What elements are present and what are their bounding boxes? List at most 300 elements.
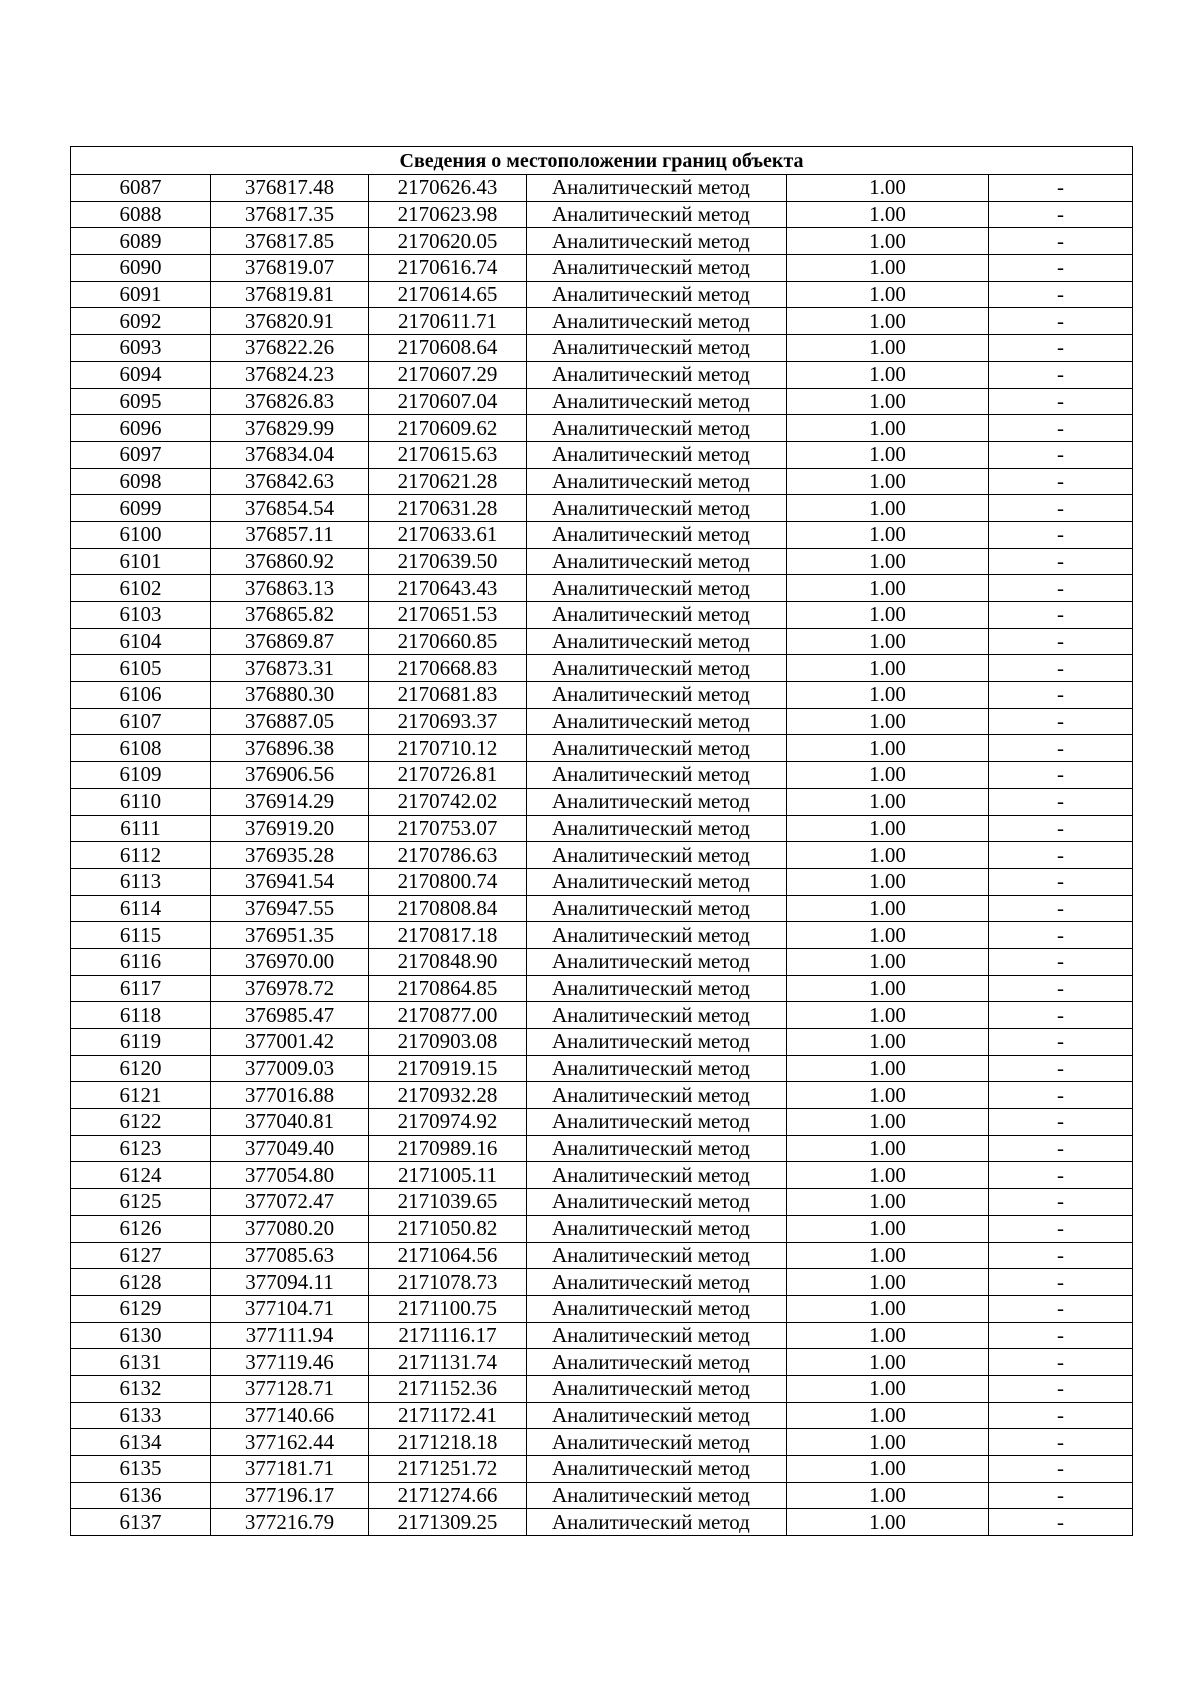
x-coordinate-cell: 376935.28: [211, 842, 369, 869]
point-number-cell: 6107: [71, 708, 211, 735]
x-coordinate-cell: 376824.23: [211, 361, 369, 388]
description-cell: -: [989, 201, 1133, 228]
y-coordinate-cell: 2171078.73: [369, 1269, 527, 1296]
description-cell: -: [989, 361, 1133, 388]
table-row: [71, 735, 1133, 762]
method-cell: Аналитический метод: [527, 361, 787, 388]
x-coordinate-cell: 377104.71: [211, 1295, 369, 1322]
method-cell: Аналитический метод: [527, 708, 787, 735]
y-coordinate-cell: 2170848.90: [369, 948, 527, 975]
y-coordinate-cell: 2170681.83: [369, 682, 527, 709]
table-row: [71, 762, 1133, 789]
table-row: [71, 1189, 1133, 1216]
y-coordinate-cell: 2170864.85: [369, 975, 527, 1002]
table-row: [71, 335, 1133, 362]
accuracy-cell: 1.00: [787, 1055, 989, 1082]
accuracy-cell: 1.00: [787, 1375, 989, 1402]
method-cell: Аналитический метод: [527, 1055, 787, 1082]
table-row: [71, 521, 1133, 548]
description-cell: -: [989, 415, 1133, 442]
x-coordinate-cell: 376978.72: [211, 975, 369, 1002]
accuracy-cell: 1.00: [787, 655, 989, 682]
description-cell: -: [989, 441, 1133, 468]
table-title: Сведения о местоположении границ объекта: [71, 147, 1133, 175]
point-number-cell: 6090: [71, 255, 211, 282]
method-cell: Аналитический метод: [527, 308, 787, 335]
table-row: [71, 575, 1133, 602]
accuracy-cell: 1.00: [787, 281, 989, 308]
y-coordinate-cell: 2171050.82: [369, 1215, 527, 1242]
description-cell: -: [989, 468, 1133, 495]
description-cell: -: [989, 255, 1133, 282]
table-row: [71, 602, 1133, 629]
x-coordinate-cell: 376865.82: [211, 602, 369, 629]
method-cell: Аналитический метод: [527, 1269, 787, 1296]
x-coordinate-cell: 376919.20: [211, 815, 369, 842]
y-coordinate-cell: 2170615.63: [369, 441, 527, 468]
point-number-cell: 6096: [71, 415, 211, 442]
point-number-cell: 6098: [71, 468, 211, 495]
accuracy-cell: 1.00: [787, 682, 989, 709]
point-number-cell: 6119: [71, 1029, 211, 1056]
accuracy-cell: 1.00: [787, 842, 989, 869]
description-cell: -: [989, 708, 1133, 735]
point-number-cell: 6109: [71, 762, 211, 789]
accuracy-cell: 1.00: [787, 335, 989, 362]
x-coordinate-cell: 376826.83: [211, 388, 369, 415]
x-coordinate-cell: 376817.35: [211, 201, 369, 228]
method-cell: Аналитический метод: [527, 895, 787, 922]
accuracy-cell: 1.00: [787, 815, 989, 842]
method-cell: Аналитический метод: [527, 388, 787, 415]
table-row: [71, 415, 1133, 442]
method-cell: Аналитический метод: [527, 175, 787, 202]
point-number-cell: 6125: [71, 1189, 211, 1216]
point-number-cell: 6092: [71, 308, 211, 335]
y-coordinate-cell: 2170932.28: [369, 1082, 527, 1109]
description-cell: -: [989, 388, 1133, 415]
y-coordinate-cell: 2171131.74: [369, 1349, 527, 1376]
description-cell: -: [989, 1215, 1133, 1242]
y-coordinate-cell: 2170903.08: [369, 1029, 527, 1056]
point-number-cell: 6135: [71, 1456, 211, 1483]
method-cell: Аналитический метод: [527, 415, 787, 442]
description-cell: -: [989, 228, 1133, 255]
x-coordinate-cell: 376863.13: [211, 575, 369, 602]
x-coordinate-cell: 376947.55: [211, 895, 369, 922]
y-coordinate-cell: 2170614.65: [369, 281, 527, 308]
description-cell: -: [989, 281, 1133, 308]
point-number-cell: 6120: [71, 1055, 211, 1082]
y-coordinate-cell: 2171172.41: [369, 1402, 527, 1429]
accuracy-cell: 1.00: [787, 1322, 989, 1349]
method-cell: Аналитический метод: [527, 948, 787, 975]
description-cell: -: [989, 602, 1133, 629]
description-cell: -: [989, 1002, 1133, 1029]
method-cell: Аналитический метод: [527, 1295, 787, 1322]
x-coordinate-cell: 376842.63: [211, 468, 369, 495]
description-cell: -: [989, 575, 1133, 602]
point-number-cell: 6124: [71, 1162, 211, 1189]
table-row: [71, 682, 1133, 709]
x-coordinate-cell: 376822.26: [211, 335, 369, 362]
y-coordinate-cell: 2171100.75: [369, 1295, 527, 1322]
point-number-cell: 6127: [71, 1242, 211, 1269]
point-number-cell: 6093: [71, 335, 211, 362]
boundary-coordinates-table: [70, 146, 1133, 1536]
table-row: [71, 1002, 1133, 1029]
description-cell: -: [989, 1322, 1133, 1349]
x-coordinate-cell: 377080.20: [211, 1215, 369, 1242]
table-row: [71, 815, 1133, 842]
description-cell: -: [989, 1269, 1133, 1296]
table-row: [71, 228, 1133, 255]
table-row: [71, 255, 1133, 282]
y-coordinate-cell: 2170710.12: [369, 735, 527, 762]
description-cell: -: [989, 495, 1133, 522]
table-row: [71, 948, 1133, 975]
y-coordinate-cell: 2170633.61: [369, 521, 527, 548]
table-row: [71, 628, 1133, 655]
x-coordinate-cell: 376829.99: [211, 415, 369, 442]
description-cell: -: [989, 922, 1133, 949]
method-cell: Аналитический метод: [527, 1135, 787, 1162]
table-row: [71, 1429, 1133, 1456]
y-coordinate-cell: 2170626.43: [369, 175, 527, 202]
accuracy-cell: 1.00: [787, 415, 989, 442]
description-cell: -: [989, 1055, 1133, 1082]
method-cell: Аналитический метод: [527, 281, 787, 308]
description-cell: -: [989, 1029, 1133, 1056]
point-number-cell: 6129: [71, 1295, 211, 1322]
method-cell: Аналитический метод: [527, 468, 787, 495]
point-number-cell: 6103: [71, 602, 211, 629]
method-cell: Аналитический метод: [527, 1429, 787, 1456]
point-number-cell: 6099: [71, 495, 211, 522]
method-cell: Аналитический метод: [527, 201, 787, 228]
y-coordinate-cell: 2171309.25: [369, 1509, 527, 1536]
point-number-cell: 6111: [71, 815, 211, 842]
method-cell: Аналитический метод: [527, 1456, 787, 1483]
accuracy-cell: 1.00: [787, 895, 989, 922]
table-row: [71, 1109, 1133, 1136]
y-coordinate-cell: 2170616.74: [369, 255, 527, 282]
table-row: [71, 895, 1133, 922]
x-coordinate-cell: 376854.54: [211, 495, 369, 522]
table-row: [71, 1482, 1133, 1509]
x-coordinate-cell: 377111.94: [211, 1322, 369, 1349]
y-coordinate-cell: 2170919.15: [369, 1055, 527, 1082]
accuracy-cell: 1.00: [787, 1189, 989, 1216]
y-coordinate-cell: 2171218.18: [369, 1429, 527, 1456]
point-number-cell: 6113: [71, 868, 211, 895]
description-cell: -: [989, 1349, 1133, 1376]
point-number-cell: 6110: [71, 788, 211, 815]
description-cell: -: [989, 1162, 1133, 1189]
description-cell: -: [989, 1189, 1133, 1216]
method-cell: Аналитический метод: [527, 335, 787, 362]
description-cell: -: [989, 548, 1133, 575]
point-number-cell: 6112: [71, 842, 211, 869]
table-row: [71, 708, 1133, 735]
point-number-cell: 6130: [71, 1322, 211, 1349]
description-cell: -: [989, 682, 1133, 709]
method-cell: Аналитический метод: [527, 1002, 787, 1029]
table-row: [71, 1349, 1133, 1376]
description-cell: -: [989, 308, 1133, 335]
point-number-cell: 6137: [71, 1509, 211, 1536]
x-coordinate-cell: 376951.35: [211, 922, 369, 949]
x-coordinate-cell: 376880.30: [211, 682, 369, 709]
point-number-cell: 6089: [71, 228, 211, 255]
point-number-cell: 6114: [71, 895, 211, 922]
accuracy-cell: 1.00: [787, 228, 989, 255]
table-row: [71, 308, 1133, 335]
accuracy-cell: 1.00: [787, 975, 989, 1002]
accuracy-cell: 1.00: [787, 948, 989, 975]
method-cell: Аналитический метод: [527, 1509, 787, 1536]
table-row: [71, 1082, 1133, 1109]
method-cell: Аналитический метод: [527, 521, 787, 548]
method-cell: Аналитический метод: [527, 762, 787, 789]
x-coordinate-cell: 376820.91: [211, 308, 369, 335]
table-row: [71, 495, 1133, 522]
accuracy-cell: 1.00: [787, 1242, 989, 1269]
x-coordinate-cell: 377049.40: [211, 1135, 369, 1162]
table-row: [71, 1162, 1133, 1189]
point-number-cell: 6126: [71, 1215, 211, 1242]
accuracy-cell: 1.00: [787, 1509, 989, 1536]
description-cell: -: [989, 735, 1133, 762]
x-coordinate-cell: 376834.04: [211, 441, 369, 468]
y-coordinate-cell: 2170631.28: [369, 495, 527, 522]
accuracy-cell: 1.00: [787, 388, 989, 415]
accuracy-cell: 1.00: [787, 1162, 989, 1189]
y-coordinate-cell: 2170753.07: [369, 815, 527, 842]
table-row: [71, 1135, 1133, 1162]
point-number-cell: 6088: [71, 201, 211, 228]
description-cell: -: [989, 1082, 1133, 1109]
accuracy-cell: 1.00: [787, 1029, 989, 1056]
table-row: [71, 1029, 1133, 1056]
y-coordinate-cell: 2170623.98: [369, 201, 527, 228]
point-number-cell: 6108: [71, 735, 211, 762]
x-coordinate-cell: 376985.47: [211, 1002, 369, 1029]
description-cell: -: [989, 1242, 1133, 1269]
point-number-cell: 6116: [71, 948, 211, 975]
x-coordinate-cell: 376819.81: [211, 281, 369, 308]
table-row: [71, 842, 1133, 869]
method-cell: Аналитический метод: [527, 1242, 787, 1269]
description-cell: -: [989, 815, 1133, 842]
description-cell: -: [989, 628, 1133, 655]
description-cell: -: [989, 1509, 1133, 1536]
description-cell: -: [989, 175, 1133, 202]
y-coordinate-cell: 2171005.11: [369, 1162, 527, 1189]
y-coordinate-cell: 2170608.64: [369, 335, 527, 362]
table-row: [71, 175, 1133, 202]
table-row: [71, 1215, 1133, 1242]
y-coordinate-cell: 2170989.16: [369, 1135, 527, 1162]
x-coordinate-cell: 377216.79: [211, 1509, 369, 1536]
y-coordinate-cell: 2170817.18: [369, 922, 527, 949]
description-cell: -: [989, 335, 1133, 362]
method-cell: Аналитический метод: [527, 1402, 787, 1429]
description-cell: -: [989, 1402, 1133, 1429]
accuracy-cell: 1.00: [787, 548, 989, 575]
y-coordinate-cell: 2171116.17: [369, 1322, 527, 1349]
x-coordinate-cell: 376869.87: [211, 628, 369, 655]
point-number-cell: 6117: [71, 975, 211, 1002]
description-cell: -: [989, 1482, 1133, 1509]
point-number-cell: 6134: [71, 1429, 211, 1456]
method-cell: Аналитический метод: [527, 682, 787, 709]
method-cell: Аналитический метод: [527, 735, 787, 762]
method-cell: Аналитический метод: [527, 548, 787, 575]
description-cell: -: [989, 1109, 1133, 1136]
point-number-cell: 6105: [71, 655, 211, 682]
accuracy-cell: 1.00: [787, 1215, 989, 1242]
method-cell: Аналитический метод: [527, 1189, 787, 1216]
point-number-cell: 6104: [71, 628, 211, 655]
accuracy-cell: 1.00: [787, 708, 989, 735]
accuracy-cell: 1.00: [787, 735, 989, 762]
x-coordinate-cell: 377040.81: [211, 1109, 369, 1136]
x-coordinate-cell: 377085.63: [211, 1242, 369, 1269]
x-coordinate-cell: 376941.54: [211, 868, 369, 895]
point-number-cell: 6102: [71, 575, 211, 602]
y-coordinate-cell: 2170808.84: [369, 895, 527, 922]
accuracy-cell: 1.00: [787, 628, 989, 655]
x-coordinate-cell: 377054.80: [211, 1162, 369, 1189]
y-coordinate-cell: 2171274.66: [369, 1482, 527, 1509]
description-cell: -: [989, 842, 1133, 869]
description-cell: -: [989, 1295, 1133, 1322]
y-coordinate-cell: 2171152.36: [369, 1375, 527, 1402]
table-row: [71, 1509, 1133, 1536]
x-coordinate-cell: 376906.56: [211, 762, 369, 789]
accuracy-cell: 1.00: [787, 1135, 989, 1162]
x-coordinate-cell: 377001.42: [211, 1029, 369, 1056]
accuracy-cell: 1.00: [787, 201, 989, 228]
y-coordinate-cell: 2170668.83: [369, 655, 527, 682]
x-coordinate-cell: 376819.07: [211, 255, 369, 282]
method-cell: Аналитический метод: [527, 255, 787, 282]
y-coordinate-cell: 2170643.43: [369, 575, 527, 602]
method-cell: Аналитический метод: [527, 788, 787, 815]
x-coordinate-cell: 376857.11: [211, 521, 369, 548]
description-cell: -: [989, 1375, 1133, 1402]
point-number-cell: 6122: [71, 1109, 211, 1136]
x-coordinate-cell: 377128.71: [211, 1375, 369, 1402]
y-coordinate-cell: 2170621.28: [369, 468, 527, 495]
description-cell: -: [989, 788, 1133, 815]
point-number-cell: 6100: [71, 521, 211, 548]
table-body: [71, 175, 1133, 1536]
table-row: [71, 281, 1133, 308]
x-coordinate-cell: 376873.31: [211, 655, 369, 682]
accuracy-cell: 1.00: [787, 255, 989, 282]
table-row: [71, 548, 1133, 575]
y-coordinate-cell: 2170607.04: [369, 388, 527, 415]
description-cell: -: [989, 895, 1133, 922]
table-row: [71, 868, 1133, 895]
method-cell: Аналитический метод: [527, 655, 787, 682]
point-number-cell: 6094: [71, 361, 211, 388]
table-row: [71, 788, 1133, 815]
x-coordinate-cell: 377162.44: [211, 1429, 369, 1456]
x-coordinate-cell: 376887.05: [211, 708, 369, 735]
y-coordinate-cell: 2170726.81: [369, 762, 527, 789]
y-coordinate-cell: 2171039.65: [369, 1189, 527, 1216]
y-coordinate-cell: 2170651.53: [369, 602, 527, 629]
accuracy-cell: 1.00: [787, 1109, 989, 1136]
point-number-cell: 6121: [71, 1082, 211, 1109]
accuracy-cell: 1.00: [787, 602, 989, 629]
x-coordinate-cell: 376896.38: [211, 735, 369, 762]
accuracy-cell: 1.00: [787, 441, 989, 468]
y-coordinate-cell: 2170639.50: [369, 548, 527, 575]
method-cell: Аналитический метод: [527, 868, 787, 895]
table-row: [71, 1322, 1133, 1349]
accuracy-cell: 1.00: [787, 1429, 989, 1456]
table-title-row: [71, 147, 1133, 175]
method-cell: Аналитический метод: [527, 1322, 787, 1349]
method-cell: Аналитический метод: [527, 1349, 787, 1376]
point-number-cell: 6128: [71, 1269, 211, 1296]
description-cell: -: [989, 975, 1133, 1002]
table-row: [71, 361, 1133, 388]
description-cell: -: [989, 1456, 1133, 1483]
point-number-cell: 6087: [71, 175, 211, 202]
y-coordinate-cell: 2170974.92: [369, 1109, 527, 1136]
accuracy-cell: 1.00: [787, 521, 989, 548]
y-coordinate-cell: 2170607.29: [369, 361, 527, 388]
table-row: [71, 441, 1133, 468]
method-cell: Аналитический метод: [527, 1375, 787, 1402]
x-coordinate-cell: 376914.29: [211, 788, 369, 815]
y-coordinate-cell: 2170620.05: [369, 228, 527, 255]
table-row: [71, 1456, 1133, 1483]
table-row: [71, 1295, 1133, 1322]
method-cell: Аналитический метод: [527, 1029, 787, 1056]
accuracy-cell: 1.00: [787, 361, 989, 388]
x-coordinate-cell: 377181.71: [211, 1456, 369, 1483]
description-cell: -: [989, 948, 1133, 975]
y-coordinate-cell: 2170786.63: [369, 842, 527, 869]
table-row: [71, 1402, 1133, 1429]
y-coordinate-cell: 2170660.85: [369, 628, 527, 655]
accuracy-cell: 1.00: [787, 1002, 989, 1029]
y-coordinate-cell: 2171251.72: [369, 1456, 527, 1483]
method-cell: Аналитический метод: [527, 1162, 787, 1189]
point-number-cell: 6106: [71, 682, 211, 709]
method-cell: Аналитический метод: [527, 815, 787, 842]
y-coordinate-cell: 2171064.56: [369, 1242, 527, 1269]
method-cell: Аналитический метод: [527, 975, 787, 1002]
table-row: [71, 1055, 1133, 1082]
accuracy-cell: 1.00: [787, 1402, 989, 1429]
table-row: [71, 975, 1133, 1002]
point-number-cell: 6133: [71, 1402, 211, 1429]
accuracy-cell: 1.00: [787, 175, 989, 202]
table-row: [71, 1242, 1133, 1269]
y-coordinate-cell: 2170693.37: [369, 708, 527, 735]
x-coordinate-cell: 377016.88: [211, 1082, 369, 1109]
accuracy-cell: 1.00: [787, 922, 989, 949]
method-cell: Аналитический метод: [527, 922, 787, 949]
point-number-cell: 6091: [71, 281, 211, 308]
